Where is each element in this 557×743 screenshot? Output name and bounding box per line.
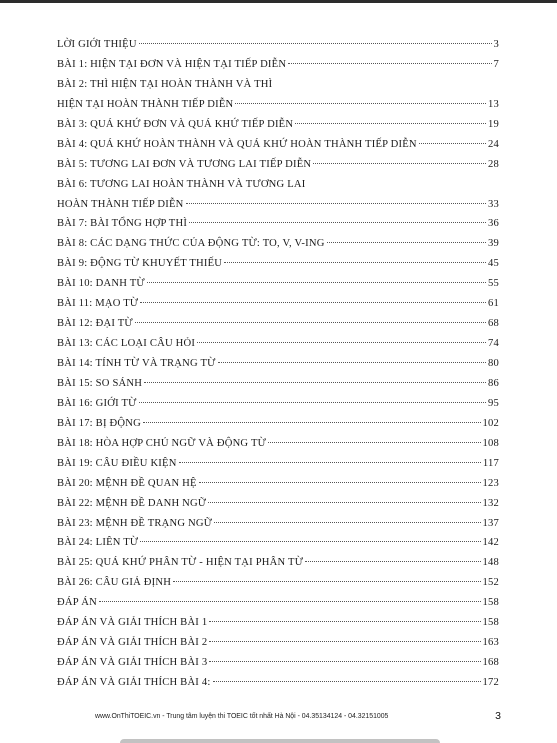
toc-title: BÀI 9: ĐỘNG TỪ KHUYẾT THIẾU: [57, 258, 223, 270]
dot-leader: [135, 322, 486, 323]
toc-page: 28: [488, 158, 499, 170]
page-number: 3: [495, 710, 501, 722]
dot-leader: [208, 502, 480, 503]
toc-title: BÀI 12: ĐẠI TỪ: [57, 318, 133, 330]
toc-title: BÀI 2: THÌ HIỆN TẠI HOÀN THÀNH VÀ THÌ: [57, 78, 273, 90]
toc-page: 123: [482, 477, 499, 489]
top-border: [0, 0, 557, 3]
toc-row[interactable]: [57, 573, 499, 593]
dot-leader: [305, 561, 480, 562]
toc-title: BÀI 24: LIÊN TỪ: [57, 537, 139, 549]
toc-row[interactable]: [57, 454, 499, 474]
toc-row[interactable]: [57, 234, 499, 254]
toc-page: 68: [488, 318, 499, 330]
toc-row[interactable]: [57, 274, 499, 294]
toc-title: HOÀN THÀNH TIẾP DIỄN: [57, 198, 184, 210]
toc-title: BÀI 15: SO SÁNH: [57, 377, 143, 389]
toc-page: 45: [488, 258, 499, 270]
toc-row[interactable]: [57, 673, 499, 693]
toc-page: 19: [488, 118, 499, 130]
toc-title: BÀI 20: MỆNH ĐỀ QUAN HỆ: [57, 477, 197, 489]
toc-title: BÀI 3: QUÁ KHỨ ĐƠN VÀ QUÁ KHỨ TIẾP DIỄN: [57, 118, 294, 130]
toc-title: ĐÁP ÁN VÀ GIẢI THÍCH BÀI 3: [57, 657, 208, 669]
toc-title: BÀI 19: CÂU ĐIỀU KIỆN: [57, 457, 177, 469]
toc-row[interactable]: [57, 195, 499, 215]
toc-title: BÀI 8: CÁC DẠNG THỨC CỦA ĐỘNG TỪ: TO, V, V-ING: [57, 238, 325, 250]
dot-leader: [419, 143, 486, 144]
toc-title: BÀI 23: MỆNH ĐỀ TRẠNG NGỮ: [57, 517, 213, 529]
dot-leader: [313, 163, 486, 164]
dot-leader: [139, 43, 492, 44]
toc-row[interactable]: [57, 374, 499, 394]
dot-leader: [209, 661, 480, 662]
toc-row[interactable]: [57, 414, 499, 434]
toc-title: ĐÁP ÁN VÀ GIẢI THÍCH BÀI 2: [57, 637, 208, 649]
toc-title: BÀI 7: BÀI TỔNG HỢP THÌ: [57, 218, 188, 230]
toc-row[interactable]: [57, 653, 499, 673]
toc-row[interactable]: [57, 533, 499, 553]
toc-title: BÀI 4: QUÁ KHỨ HOÀN THÀNH VÀ QUÁ KHỨ HOÀN THÀNH TIẾP DIỄN: [57, 138, 417, 150]
dot-leader: [99, 601, 481, 602]
toc-title: BÀI 14: TÍNH TỪ VÀ TRẠNG TỪ: [57, 358, 216, 369]
toc-title: BÀI 18: HÒA HỢP CHỦ NGỮ VÀ ĐỘNG TỪ: [57, 437, 267, 449]
toc-row[interactable]: [57, 394, 499, 414]
footer-text: www.OnThiTOEIC.vn - Trung tâm luyện thi TOEIC tốt nhất Hà Nội - 04.35134124 - 04.32151005: [95, 713, 389, 720]
toc-row[interactable]: [57, 214, 499, 234]
toc-row[interactable]: [57, 494, 499, 514]
toc-page: 102: [482, 417, 499, 429]
toc-page: 108: [482, 437, 499, 449]
toc-page: 117: [482, 457, 499, 469]
toc-title: BÀI 13: CÁC LOẠI CÂU HỎI: [57, 338, 196, 350]
toc-page: 7: [493, 58, 499, 70]
toc-row[interactable]: [57, 553, 499, 573]
toc-row[interactable]: [57, 75, 499, 95]
toc-row[interactable]: [57, 115, 499, 135]
toc-title: ĐÁP ÁN VÀ GIẢI THÍCH BÀI 1: [57, 617, 208, 629]
dot-leader: [140, 541, 480, 542]
dot-leader: [139, 402, 486, 403]
toc-row[interactable]: [57, 95, 499, 115]
dot-leader: [209, 641, 480, 642]
toc-title: BÀI 22: MỆNH ĐỀ DANH NGỮ: [57, 497, 207, 509]
toc-title: BÀI 5: TƯƠNG LAI ĐƠN VÀ TƯƠNG LAI TIẾP DIỄN: [57, 158, 312, 170]
page-footer: [0, 710, 557, 726]
dot-leader: [268, 442, 480, 443]
toc-title: BÀI 1: HIỆN TẠI ĐƠN VÀ HIỆN TẠI TIẾP DIỄN: [57, 58, 287, 70]
toc-title: BÀI 25: QUÁ KHỨ PHÂN TỪ - HIỆN TẠI PHÂN TỪ: [57, 557, 304, 569]
toc-row[interactable]: [57, 254, 499, 274]
dot-leader: [143, 422, 481, 423]
dot-leader: [213, 681, 481, 682]
toc-page: 172: [482, 677, 499, 688]
dot-leader: [144, 382, 486, 383]
toc-title: ĐÁP ÁN: [57, 597, 97, 609]
toc-page: 3: [493, 39, 499, 50]
toc-page: 86: [488, 377, 499, 389]
toc-page: 152: [482, 577, 499, 589]
toc-row[interactable]: [57, 474, 499, 494]
page-edge-shadow: [120, 739, 440, 743]
toc-title: BÀI 6: TƯƠNG LAI HOÀN THÀNH VÀ TƯƠNG LAI: [57, 178, 306, 190]
toc-row[interactable]: [57, 334, 499, 354]
toc-page: 33: [488, 198, 499, 210]
table-of-contents: [57, 35, 499, 693]
toc-page: 132: [482, 497, 499, 509]
dot-leader: [214, 522, 480, 523]
toc-page: 137: [482, 517, 499, 529]
toc-row[interactable]: [57, 354, 499, 374]
toc-row[interactable]: [57, 314, 499, 334]
dot-leader: [209, 621, 480, 622]
dot-leader: [199, 482, 481, 483]
toc-page: 158: [482, 597, 499, 609]
toc-row[interactable]: [57, 514, 499, 534]
toc-page: 158: [482, 617, 499, 629]
dot-leader: [147, 282, 486, 283]
toc-page: 74: [488, 338, 499, 350]
toc-row[interactable]: [57, 35, 499, 55]
dot-leader: [235, 103, 486, 104]
toc-page: 80: [488, 358, 499, 369]
dot-leader: [179, 462, 481, 463]
toc-row[interactable]: [57, 175, 499, 195]
toc-title: BÀI 26: CÂU GIẢ ĐỊNH: [57, 577, 172, 589]
toc-row[interactable]: [57, 434, 499, 454]
toc-title: BÀI 10: DANH TỪ: [57, 278, 145, 290]
toc-title: BÀI 16: GIỚI TỪ: [57, 397, 137, 409]
toc-page: 24: [488, 138, 499, 150]
dot-leader: [218, 362, 486, 363]
toc-row[interactable]: [57, 593, 499, 613]
toc-title: HIỆN TẠI HOÀN THÀNH TIẾP DIỄN: [57, 98, 234, 110]
dot-leader: [327, 242, 486, 243]
toc-row[interactable]: [57, 633, 499, 653]
toc-row[interactable]: [57, 135, 499, 155]
toc-title: BÀI 11: MẠO TỪ: [57, 298, 139, 310]
dot-leader: [189, 222, 486, 223]
toc-page: 142: [482, 537, 499, 549]
dot-leader: [173, 581, 480, 582]
toc-title: LỜI GIỚI THIỆU: [57, 39, 137, 50]
toc-page: 163: [482, 637, 499, 649]
toc-row[interactable]: [57, 55, 499, 75]
dot-leader: [295, 123, 486, 124]
dot-leader: [288, 63, 491, 64]
dot-leader: [186, 203, 486, 204]
toc-page: 168: [482, 657, 499, 669]
toc-title: ĐÁP ÁN VÀ GIẢI THÍCH BÀI 4:: [57, 677, 211, 688]
toc-row[interactable]: [57, 155, 499, 175]
toc-row[interactable]: [57, 294, 499, 314]
dot-leader: [224, 262, 486, 263]
toc-row[interactable]: [57, 613, 499, 633]
toc-page: 36: [488, 218, 499, 230]
toc-title: BÀI 17: BỊ ĐỘNG: [57, 417, 141, 429]
dot-leader: [140, 302, 486, 303]
toc-page: 13: [488, 98, 499, 110]
toc-page: 39: [488, 238, 499, 250]
dot-leader: [197, 342, 486, 343]
toc-page: 95: [488, 397, 499, 409]
toc-page: 61: [488, 298, 499, 310]
toc-page: 55: [488, 278, 499, 290]
toc-page: 148: [482, 557, 499, 569]
